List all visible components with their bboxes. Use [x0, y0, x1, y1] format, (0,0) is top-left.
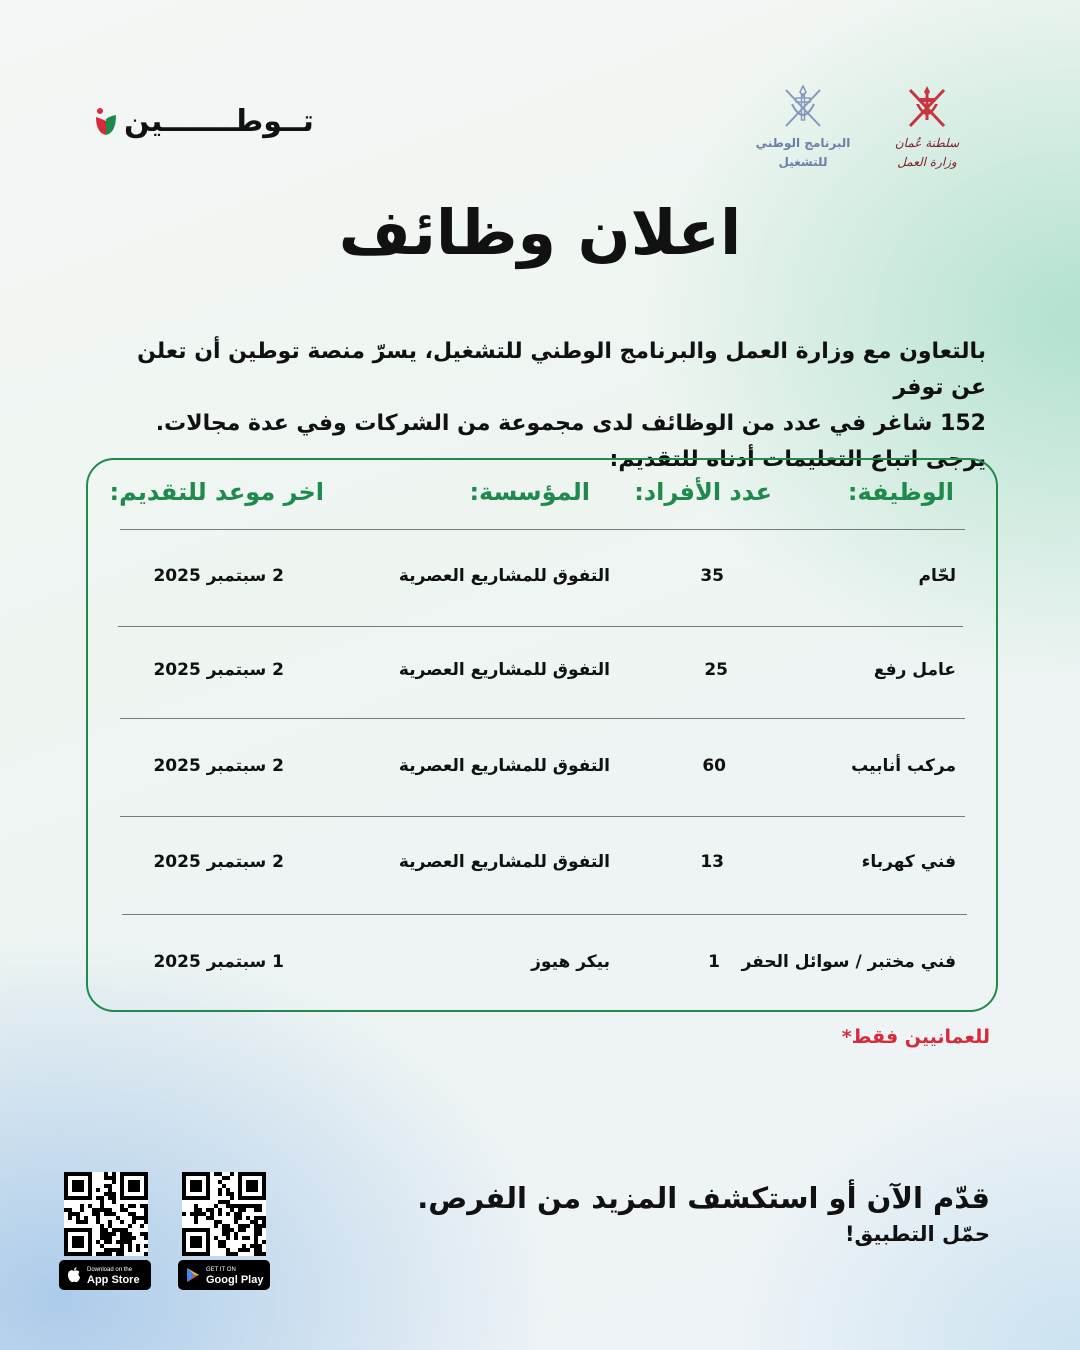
khanjar-emblem-icon — [904, 82, 950, 132]
table-cell-deadline: 1 سبتمبر 2025 — [153, 952, 284, 972]
table-cell-count: 1 — [708, 952, 720, 972]
table-cell-company: التفوق للمشاريع العصرية — [398, 756, 610, 776]
header-job: الوظيفة: — [847, 478, 954, 506]
table-cell-job: مركب أنابيب — [851, 756, 956, 776]
national-employment-program-logo — [755, 82, 851, 170]
apple-icon — [65, 1266, 83, 1284]
table-divider — [120, 816, 965, 817]
cta-apply-text: قدّم الآن أو استكشف المزيد من الفرص. — [417, 1181, 990, 1215]
qr-pattern — [182, 1172, 266, 1256]
table-divider — [120, 718, 965, 719]
app-store-badge-big-text: App Store — [87, 1274, 140, 1286]
ministry-name-line1: سلطنة عُمان — [894, 136, 960, 150]
table-cell-job: لحّام — [918, 566, 956, 586]
table-cell-job: فني مختبر / سوائل الحفر — [741, 952, 956, 972]
table-cell-company: بيكر هيوز — [531, 952, 610, 972]
tawteen-logo-icon — [94, 107, 118, 137]
call-to-action — [417, 1178, 990, 1250]
intro-line-1: بالتعاون مع وزارة العمل والبرنامج الوطني للتشغيل، يسرّ منصة توطين أن تعلن عن توفر — [137, 339, 986, 400]
google-play-badge[interactable] — [178, 1260, 270, 1290]
table-cell-company: التفوق للمشاريع العصرية — [398, 660, 610, 680]
table-divider — [118, 626, 963, 627]
brand-name: تــوطـــــــين — [124, 104, 314, 139]
program-name-line1: البرنامج الوطني — [755, 136, 851, 150]
table-divider — [122, 914, 967, 915]
table-cell-job: فني كهرباء — [861, 852, 956, 872]
play-icon — [184, 1266, 202, 1284]
table-cell-deadline: 2 سبتمبر 2025 — [153, 566, 284, 586]
intro-line-3: يرجى اتباع التعليمات أدناه للتقديم: — [609, 447, 986, 472]
header-deadline: اخر موعد للتقديم: — [109, 478, 324, 506]
table-divider — [120, 529, 965, 530]
header-company: المؤسسة: — [469, 478, 590, 506]
app-store-badge-small-text: Download on the — [87, 1267, 133, 1273]
table-cell-job: عامل رفع — [873, 660, 956, 680]
jobs-table-card — [86, 458, 998, 1012]
table-cell-count: 25 — [704, 660, 728, 680]
table-cell-company: التفوق للمشاريع العصرية — [398, 852, 610, 872]
tawteen-brand — [94, 104, 314, 139]
app-store-badge[interactable] — [59, 1260, 151, 1290]
table-cell-count: 13 — [700, 852, 724, 872]
qr-pattern — [64, 1172, 148, 1256]
program-name-line2: للتشغيل — [778, 155, 828, 169]
app-store-qr-code[interactable] — [64, 1172, 148, 1256]
google-play-badge-small-text: GET IT ON — [206, 1267, 236, 1273]
header-count: عدد الأفراد: — [634, 478, 772, 506]
intro-paragraph — [126, 334, 986, 478]
ministry-of-labour-logo — [879, 82, 975, 170]
google-play-badge-big-text: Googl Play — [206, 1274, 264, 1286]
table-cell-deadline: 2 سبتمبر 2025 — [153, 660, 284, 680]
cta-download-text: حمّل التطبيق! — [844, 1222, 990, 1246]
google-play-qr-code[interactable] — [182, 1172, 266, 1256]
table-cell-deadline: 2 سبتمبر 2025 — [153, 852, 284, 872]
table-cell-count: 60 — [702, 756, 726, 776]
table-cell-company: التفوق للمشاريع العصرية — [398, 566, 610, 586]
omanis-only-note: للعمانيين فقط* — [841, 1026, 990, 1048]
intro-line-2: 152 شاغر في عدد من الوظائف لدى مجموعة من الشركات وفي عدة مجالات. — [155, 411, 986, 436]
khanjar-emblem-outline-icon — [780, 82, 826, 132]
table-cell-deadline: 2 سبتمبر 2025 — [153, 756, 284, 776]
partner-logos — [755, 82, 975, 170]
page-title: اعلان وظائف — [338, 196, 742, 269]
ministry-name-line2: وزارة العمل — [897, 155, 957, 169]
table-cell-count: 35 — [700, 566, 724, 586]
